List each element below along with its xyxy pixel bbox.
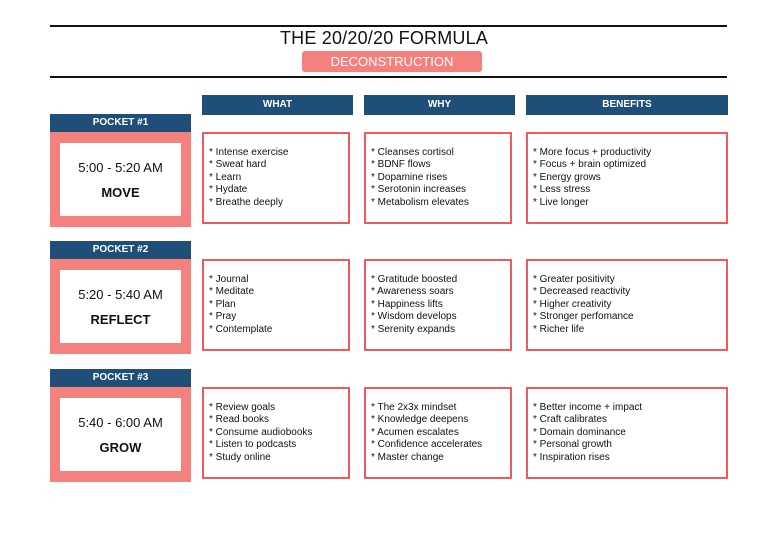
what-cell	[202, 259, 350, 351]
list-item: * Pray	[209, 311, 237, 323]
list-item: * Decreased reactivity	[533, 286, 631, 298]
why-cell	[364, 387, 512, 479]
why-cell	[364, 132, 512, 224]
bullet-list	[209, 402, 312, 464]
list-item: * Master change	[371, 451, 444, 463]
bullet-list	[209, 274, 272, 336]
list-item: * Wisdom develops	[371, 311, 457, 323]
list-item: * Stronger perfomance	[533, 311, 634, 323]
list-item: * Intense exercise	[209, 146, 289, 158]
list-item: * Dopamine rises	[371, 171, 448, 183]
pocket-time: 5:40 - 6:00 AM	[78, 414, 163, 430]
list-item: * Awareness soars	[371, 286, 454, 298]
bullet-list	[533, 147, 651, 209]
bullet-list	[533, 402, 642, 464]
subtitle-badge: DECONSTRUCTION	[302, 51, 482, 72]
list-item: * Greater positivity	[533, 273, 615, 285]
benefits-cell	[526, 387, 728, 479]
why-cell	[364, 259, 512, 351]
pocket-label: POCKET #1	[50, 114, 191, 132]
list-item: * Happiness lifts	[371, 298, 443, 310]
pocket-card	[50, 132, 191, 227]
pocket-card-inner	[60, 143, 181, 216]
list-item: * Contemplate	[209, 323, 273, 335]
list-item: * Cleanses cortisol	[371, 146, 454, 158]
pocket-time: 5:20 - 5:40 AM	[78, 286, 163, 302]
column-header-why: WHY	[364, 95, 515, 115]
list-item: * Breathe deeply	[209, 196, 283, 208]
pocket-activity: MOVE	[101, 184, 140, 200]
list-item: * Listen to podcasts	[209, 439, 297, 451]
benefits-cell	[526, 132, 728, 224]
what-cell	[202, 132, 350, 224]
list-item: * Sweat hard	[209, 159, 267, 171]
list-item: * Higher creativity	[533, 298, 612, 310]
list-item: * Domain dominance	[533, 426, 626, 438]
bullet-list	[209, 147, 289, 209]
list-item: * Journal	[209, 273, 249, 285]
list-item: * Review goals	[209, 401, 276, 413]
list-item: * Live longer	[533, 196, 589, 208]
column-header-benefits: BENEFITS	[526, 95, 728, 115]
list-item: * Knowledge deepens	[371, 414, 469, 426]
list-item: * Focus + brain optimized	[533, 159, 647, 171]
list-item: * Gratitude boosted	[371, 273, 458, 285]
list-item: * Confidence accelerates	[371, 439, 483, 451]
list-item: * Serenity expands	[371, 323, 455, 335]
list-item: * Richer life	[533, 323, 585, 335]
pocket-card-inner	[60, 270, 181, 343]
list-item: * Hydate	[209, 184, 248, 196]
list-item: * Craft calibrates	[533, 414, 607, 426]
column-header-what: WHAT	[202, 95, 353, 115]
top-rule	[50, 25, 727, 27]
benefits-cell	[526, 259, 728, 351]
bottom-rule	[50, 76, 727, 78]
list-item: * Energy grows	[533, 171, 601, 183]
list-item: * Better income + impact	[533, 401, 643, 413]
pocket-card-inner	[60, 398, 181, 471]
list-item: * Serotonin increases	[371, 184, 467, 196]
what-cell	[202, 387, 350, 479]
page-title: THE 20/20/20 FORMULA	[279, 28, 489, 48]
list-item: * Personal growth	[533, 439, 612, 451]
bullet-list	[371, 274, 457, 336]
pocket-card	[50, 387, 191, 482]
bullet-list	[533, 274, 634, 336]
list-item: * Acumen escalates	[371, 426, 459, 438]
list-item: * Metabolism elevates	[371, 196, 469, 208]
list-item: * Study online	[209, 451, 271, 463]
list-item: * Meditate	[209, 286, 255, 298]
list-item: * More focus + productivity	[533, 146, 652, 158]
list-item: * Less stress	[533, 184, 591, 196]
pocket-label: POCKET #2	[50, 241, 191, 259]
list-item: * BDNF flows	[371, 159, 431, 171]
pocket-time: 5:00 - 5:20 AM	[78, 159, 163, 175]
list-item: * Plan	[209, 298, 236, 310]
pocket-activity: GROW	[99, 439, 142, 455]
pocket-activity: REFLECT	[90, 311, 151, 327]
list-item: * Inspiration rises	[533, 451, 610, 463]
list-item: * Consume audiobooks	[209, 426, 313, 438]
list-item: * Learn	[209, 171, 242, 183]
pocket-card	[50, 259, 191, 354]
list-item: * The 2x3x mindset	[371, 401, 457, 413]
list-item: * Read books	[209, 414, 270, 426]
bullet-list	[371, 402, 482, 464]
bullet-list	[371, 147, 469, 209]
pocket-label: POCKET #3	[50, 369, 191, 387]
